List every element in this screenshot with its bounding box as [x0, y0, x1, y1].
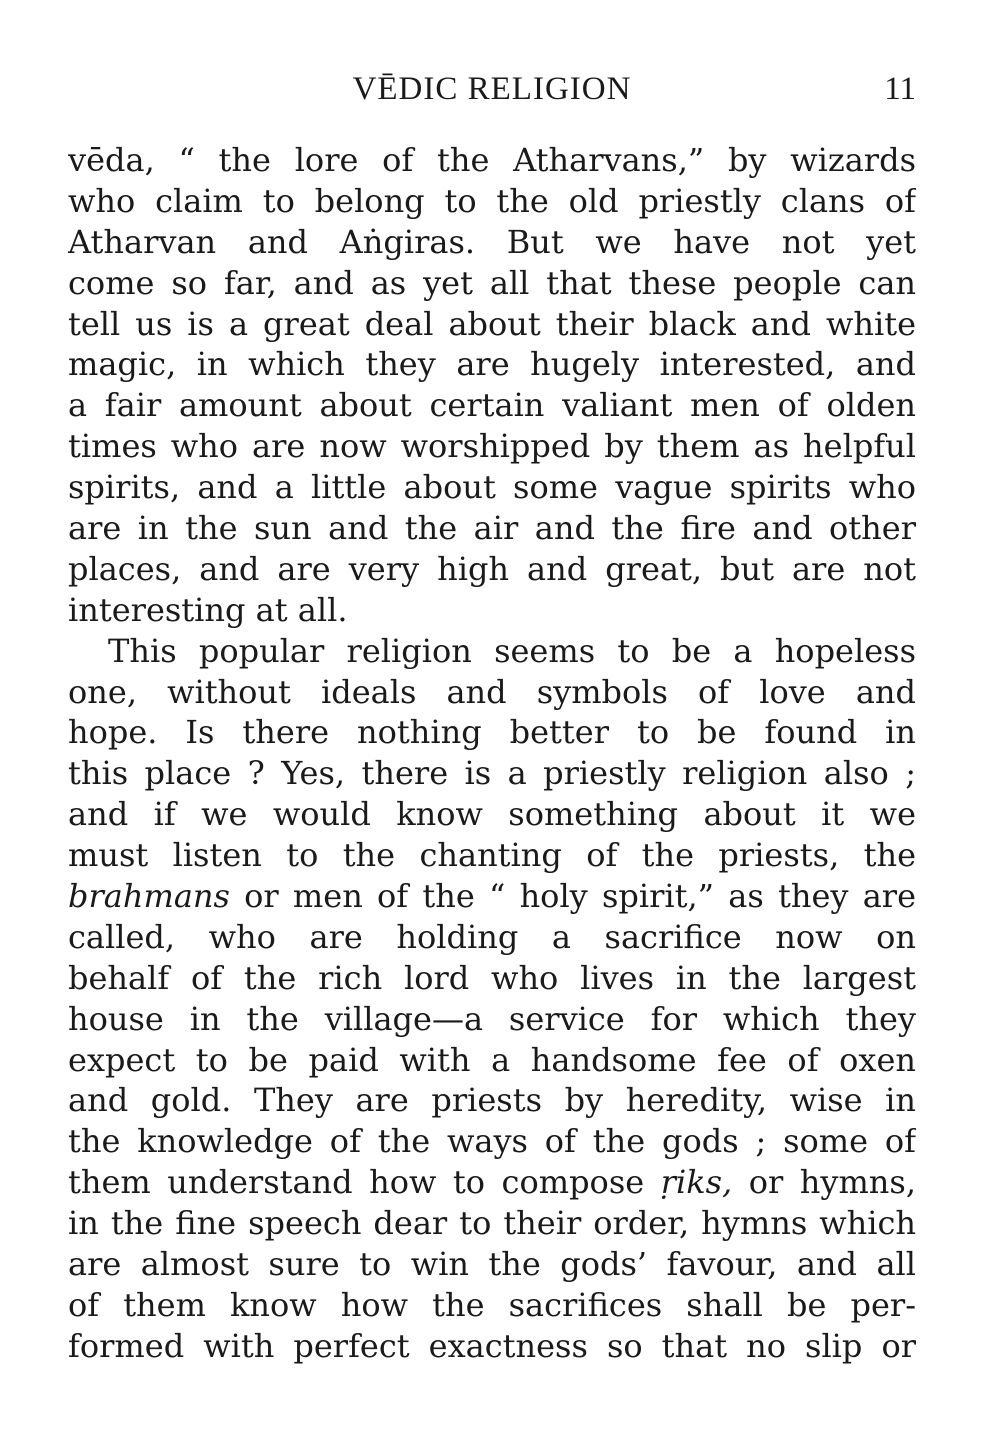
line-text: or men of the “ holy spirit,” as they are [229, 877, 916, 916]
page-number: 11 [884, 71, 916, 107]
text-line: who claim to belong to the old priestly clans of [68, 181, 916, 220]
text-line: this place ? Yes, there is a priestly religion also ; [68, 754, 916, 793]
running-title: VĒDIC RELIGION [352, 71, 632, 107]
text-line: one, without ideals and symbols of love and [68, 672, 916, 711]
text-line: of them know how the sacrifices shall be per- [68, 1285, 916, 1324]
text-line [68, 876, 916, 917]
body-text [68, 140, 916, 1367]
text-line: behalf of the rich lord who lives in the largest [68, 958, 916, 997]
line-text: or hymns, [732, 1163, 916, 1202]
text-line: vēda, “ the lore of the Atharvans,” by wizards [68, 141, 916, 179]
running-head [68, 66, 916, 112]
text-line: magic, in which they are hugely interested, and [68, 345, 916, 384]
text-line: hope. Is there nothing better to be found in [68, 713, 916, 752]
text-line: in the fine speech dear to their order, hymns which [68, 1204, 916, 1243]
text-line: places, and are very high and great, but are not [68, 549, 916, 588]
text-line: a fair amount about certain valiant men of olden [68, 386, 916, 425]
paragraph-2 [68, 631, 916, 1367]
text-line: tell us is a great deal about their black and white [68, 304, 916, 343]
text-line [68, 1162, 916, 1203]
text-line: are in the sun and the air and the fire and other [68, 509, 916, 548]
italic-word: brahmans [68, 877, 230, 916]
text-line: are almost sure to win the gods’ favour, and all [68, 1245, 916, 1284]
text-line: This popular religion seems to be a hopeless [108, 631, 916, 670]
text-line: and gold. They are priests by heredity, wise in [68, 1081, 916, 1120]
text-line: Atharvan and Aṅgiras. But we have not yet [68, 222, 916, 261]
text-line: interesting at all. [68, 590, 348, 629]
text-line: formed with perfect exactness so that no slip or [68, 1326, 916, 1365]
text-line: must listen to the chanting of the priests, the [68, 836, 916, 875]
text-line: come so far, and as yet all that these people can [68, 263, 916, 302]
line-text: them understand how to compose [68, 1163, 661, 1202]
text-line: and if we would know something about it we [68, 795, 916, 834]
text-line: times who are now worshipped by them as helpful [68, 427, 916, 466]
text-line: called, who are holding a sacrifice now on [68, 917, 916, 956]
paragraph-1 [68, 140, 916, 631]
text-line: house in the village—a service for which they [68, 999, 916, 1038]
italic-word: ṛiks, [660, 1163, 733, 1202]
text-line: spirits, and a little about some vague spirits who [68, 468, 916, 507]
text-line: the knowledge of the ways of the gods ; some of [68, 1122, 916, 1161]
text-line: expect to be paid with a handsome fee of oxen [68, 1040, 916, 1079]
